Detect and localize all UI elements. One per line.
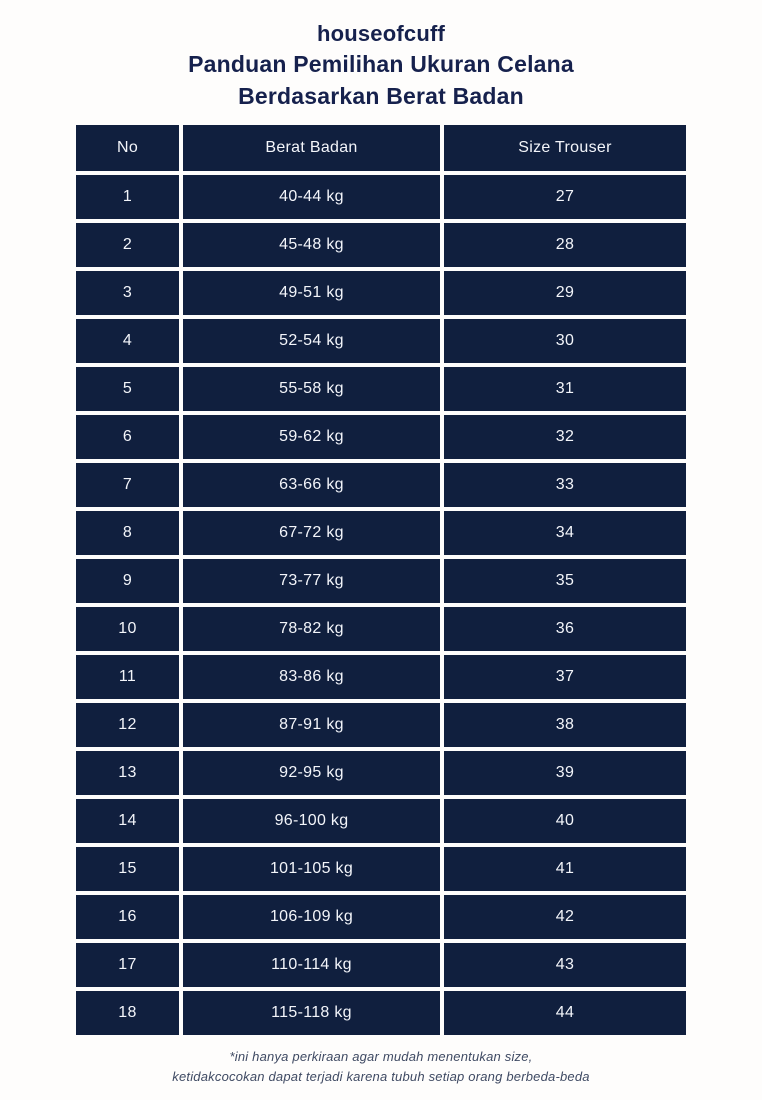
column-header-no: No xyxy=(76,125,179,171)
cell-size-trouser: 42 xyxy=(444,895,686,939)
cell-no: 9 xyxy=(76,559,179,603)
cell-size-trouser: 27 xyxy=(444,175,686,219)
page-title-line1: Panduan Pemilihan Ukuran Celana xyxy=(188,50,574,77)
cell-size-trouser: 44 xyxy=(444,991,686,1035)
page-header xyxy=(0,0,762,112)
cell-no: 6 xyxy=(76,415,179,459)
column-header-size-trouser: Size Trouser xyxy=(444,125,686,171)
footnote-line1: *ini hanya perkiraan agar mudah menentukan size, xyxy=(229,1048,533,1064)
cell-berat-badan: 110-114 kg xyxy=(183,943,440,987)
cell-size-trouser: 43 xyxy=(444,943,686,987)
footnote-line2: ketidakcocokan dapat terjadi karena tubuh setiap orang berbeda-beda xyxy=(172,1069,590,1085)
cell-berat-badan: 52-54 kg xyxy=(183,319,440,363)
cell-no: 3 xyxy=(76,271,179,315)
cell-no: 17 xyxy=(76,943,179,987)
cell-no: 18 xyxy=(76,991,179,1035)
cell-no: 16 xyxy=(76,895,179,939)
cell-no: 1 xyxy=(76,175,179,219)
cell-no: 2 xyxy=(76,223,179,267)
cell-no: 14 xyxy=(76,799,179,843)
cell-size-trouser: 31 xyxy=(444,367,686,411)
cell-berat-badan: 96-100 kg xyxy=(183,799,440,843)
cell-berat-badan: 106-109 kg xyxy=(183,895,440,939)
cell-size-trouser: 38 xyxy=(444,703,686,747)
column-header-berat-badan: Berat Badan xyxy=(183,125,440,171)
cell-no: 11 xyxy=(76,655,179,699)
cell-size-trouser: 28 xyxy=(444,223,686,267)
cell-size-trouser: 34 xyxy=(444,511,686,555)
cell-size-trouser: 32 xyxy=(444,415,686,459)
cell-no: 7 xyxy=(76,463,179,507)
cell-no: 10 xyxy=(76,607,179,651)
cell-berat-badan: 101-105 kg xyxy=(183,847,440,891)
cell-size-trouser: 39 xyxy=(444,751,686,795)
size-table xyxy=(76,125,686,1035)
cell-size-trouser: 35 xyxy=(444,559,686,603)
cell-size-trouser: 41 xyxy=(444,847,686,891)
cell-berat-badan: 92-95 kg xyxy=(183,751,440,795)
cell-no: 8 xyxy=(76,511,179,555)
cell-size-trouser: 33 xyxy=(444,463,686,507)
cell-size-trouser: 30 xyxy=(444,319,686,363)
cell-berat-badan: 87-91 kg xyxy=(183,703,440,747)
cell-berat-badan: 40-44 kg xyxy=(183,175,440,219)
brand-name: houseofcuff xyxy=(316,21,446,46)
page-title-line2: Berdasarkan Berat Badan xyxy=(238,82,524,109)
cell-no: 5 xyxy=(76,367,179,411)
cell-berat-badan: 45-48 kg xyxy=(183,223,440,267)
cell-berat-badan: 49-51 kg xyxy=(183,271,440,315)
cell-size-trouser: 37 xyxy=(444,655,686,699)
cell-berat-badan: 73-77 kg xyxy=(183,559,440,603)
cell-berat-badan: 115-118 kg xyxy=(183,991,440,1035)
cell-berat-badan: 78-82 kg xyxy=(183,607,440,651)
cell-no: 15 xyxy=(76,847,179,891)
cell-berat-badan: 83-86 kg xyxy=(183,655,440,699)
cell-berat-badan: 63-66 kg xyxy=(183,463,440,507)
cell-size-trouser: 29 xyxy=(444,271,686,315)
footnote xyxy=(0,1047,762,1087)
cell-size-trouser: 36 xyxy=(444,607,686,651)
cell-berat-badan: 67-72 kg xyxy=(183,511,440,555)
cell-berat-badan: 55-58 kg xyxy=(183,367,440,411)
cell-no: 4 xyxy=(76,319,179,363)
cell-no: 13 xyxy=(76,751,179,795)
cell-berat-badan: 59-62 kg xyxy=(183,415,440,459)
cell-no: 12 xyxy=(76,703,179,747)
cell-size-trouser: 40 xyxy=(444,799,686,843)
